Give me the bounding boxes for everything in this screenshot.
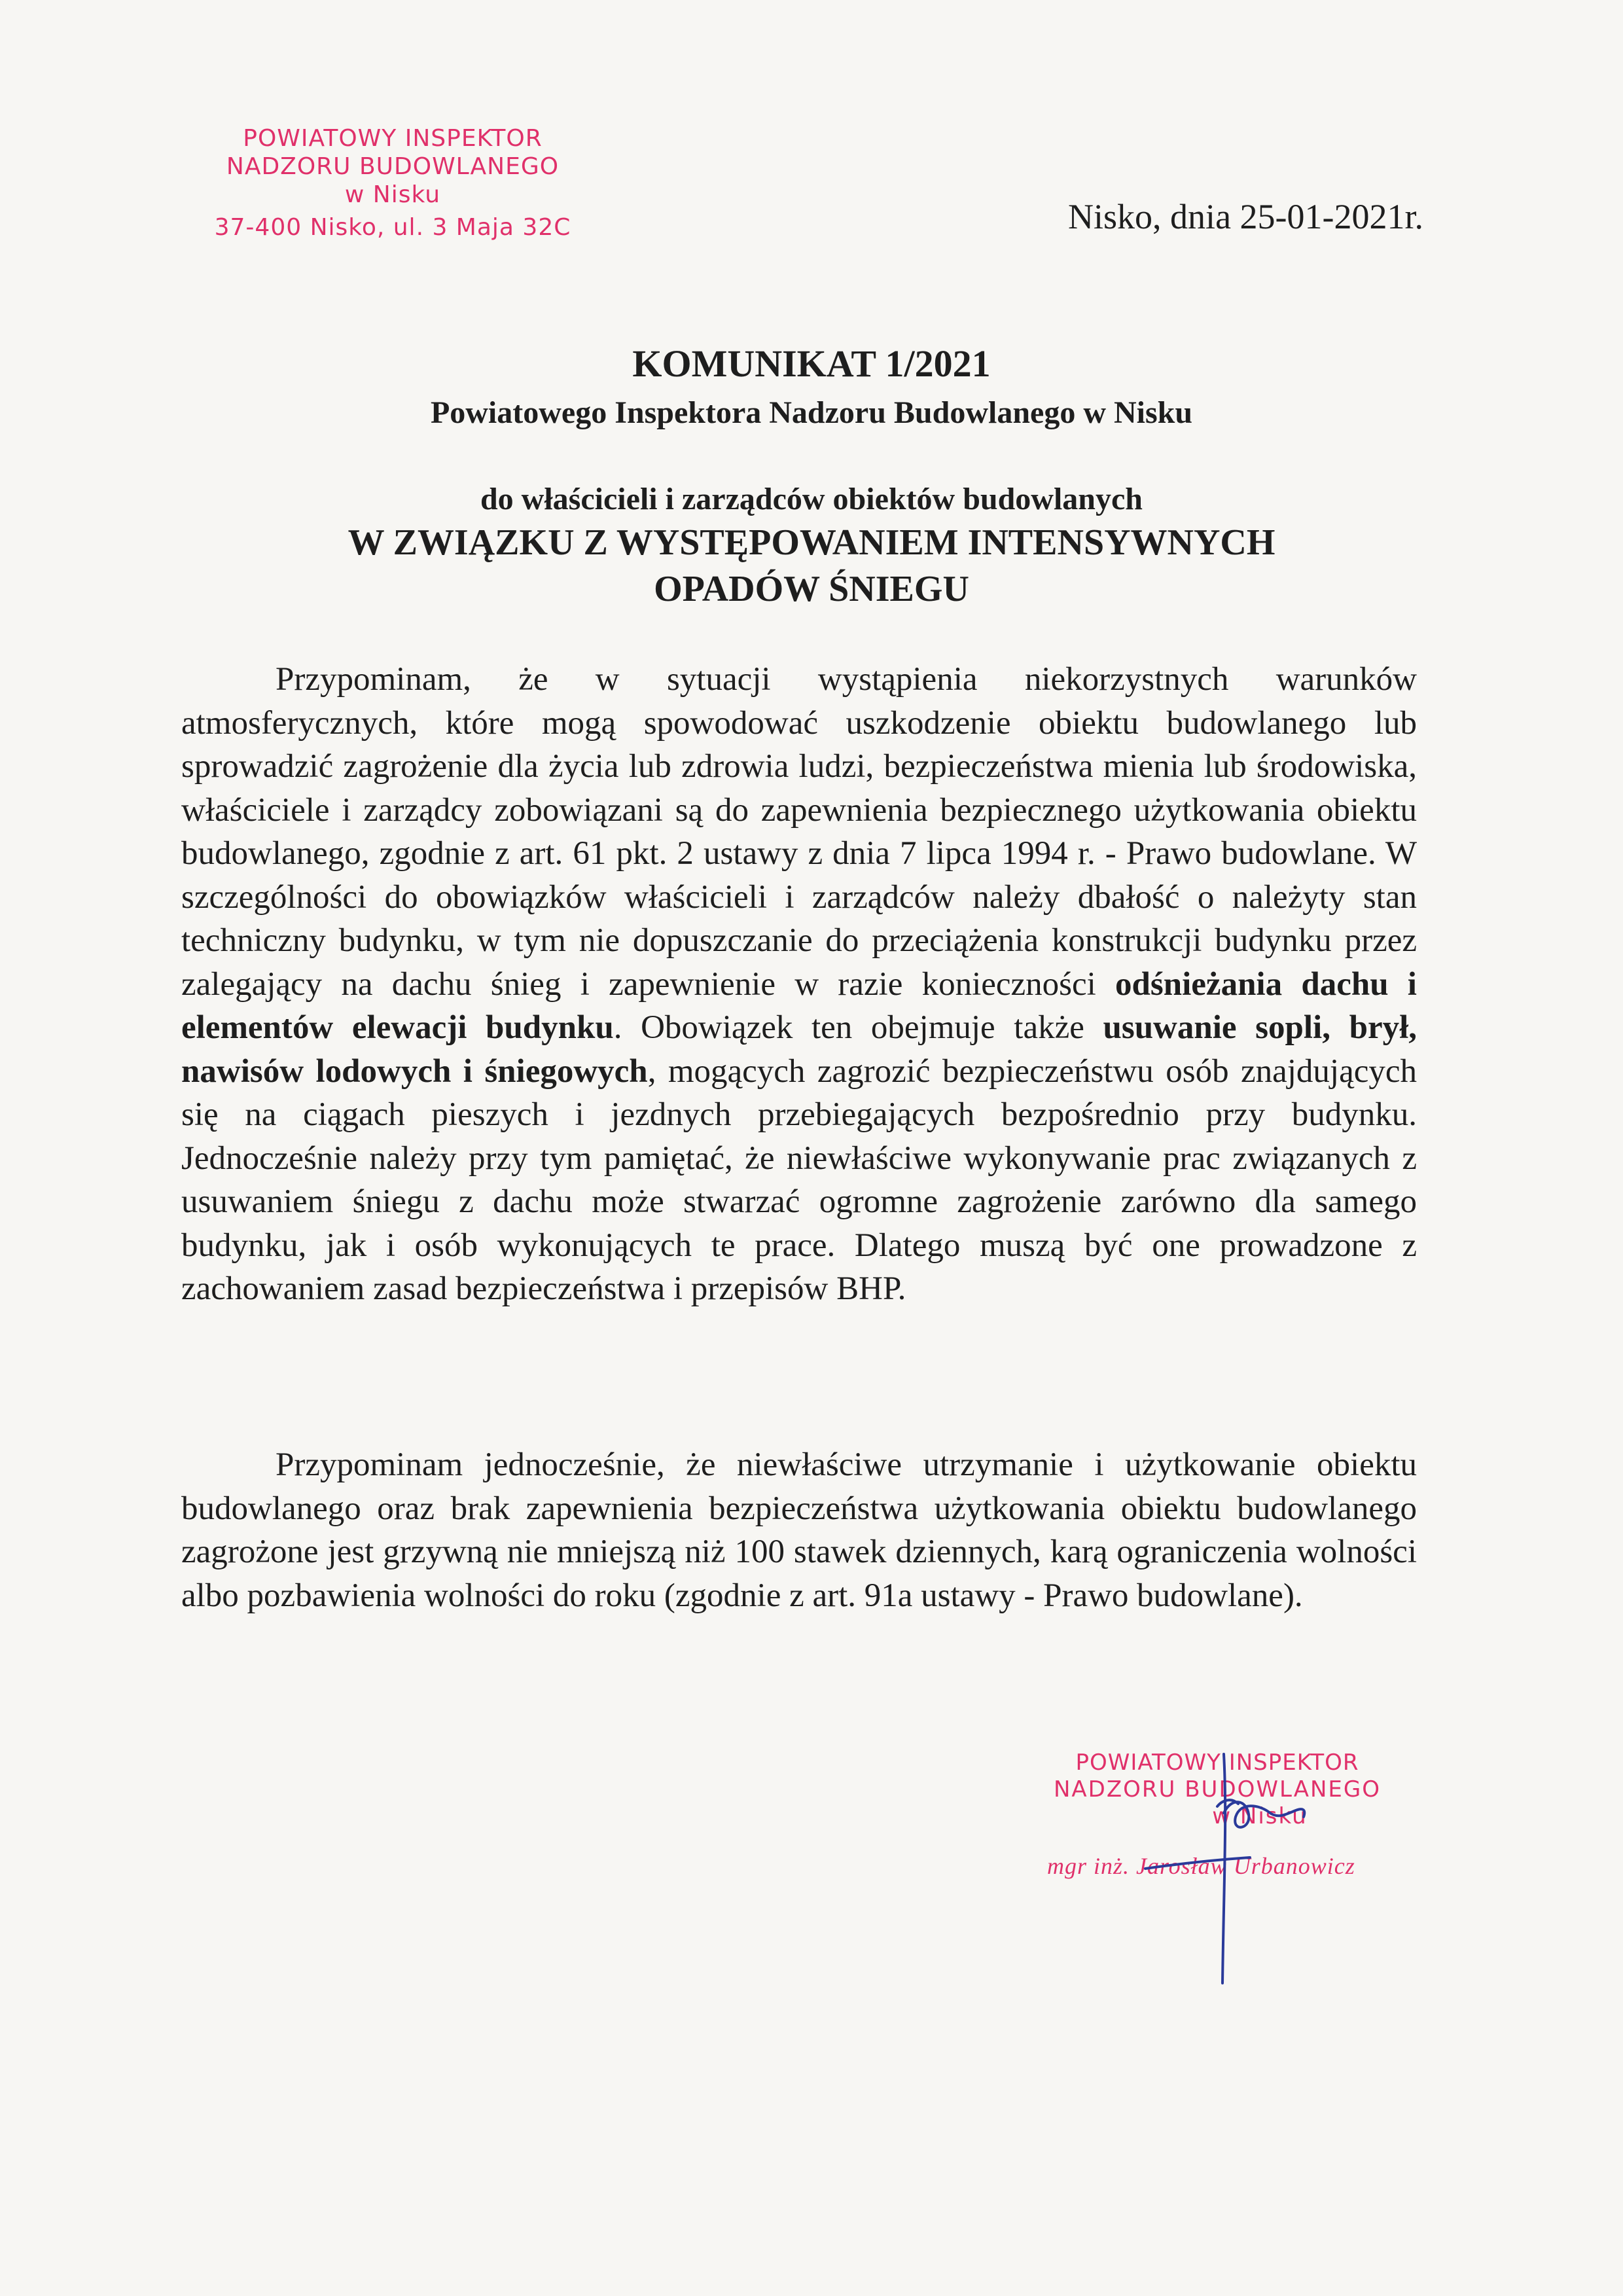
paragraph-1-bold-b: usuwanie sopli, brył, nawisów lodowych i śniegowych: [181, 1009, 1418, 1090]
document-date: Nisko, dnia 25-01-2021r.: [1068, 197, 1423, 236]
document-subtitle: Powiatowego Inspektora Nadzoru Budowlanego w Nisku: [430, 395, 1193, 430]
document-title: KOMUNIKAT 1/2021: [632, 342, 991, 385]
addressee-line: do właścicieli i zarządców obiektów budowlanych: [480, 482, 1143, 516]
paragraph-1-text-a: Przypominam, że w sytuacji wystąpienia niekorzystnych warunków atmosferycznych, które mogą spowodować uszkodzenie obiektu budowlanego lub sprowadzić zagrożenie dla życia lub zdrowia ludzi, bezpieczeństwa mienia lub środowiska, właściciele i zarządcy zobowiązani są do zapewnienia bezpiecznego użytkowania obiektu budowlanego, zgodnie z art. 61 pkt. 2 ustawy z dnia 7 lipca 1994 r. - Prawo budowlane. W szczególności do obowiązków właścicieli i zarządców należy dbałość o należyty stan techniczny budynku, w tym nie dopuszczanie do przeciążenia konstrukcji budynku przez zalegający na dachu śnieg i zapewnienie w razie konieczności: [181, 661, 1417, 1003]
stamp-line-1: POWIATOWY INSPEKTOR: [243, 125, 543, 152]
stamp-line-4: 37-400 Nisko, ul. 3 Maja 32C: [214, 213, 571, 241]
headline-line-2: OPADÓW ŚNIEGU: [654, 569, 969, 609]
footer-stamp-line-3: w Nisku: [1212, 1803, 1308, 1829]
signatory-name: mgr inż. Jarosław Urbanowicz: [1047, 1853, 1355, 1879]
stamp-line-2: NADZORU BUDOWLANEGO: [226, 153, 560, 181]
headline-line-1: W ZWIĄZKU Z WYSTĘPOWANIEM INTENSYWNYCH: [348, 522, 1275, 563]
footer-stamp-line-2: NADZORU BUDOWLANEGO: [1053, 1776, 1382, 1803]
paragraph-2: Przypominam jednocześnie, że niewłaściwe utrzymanie i użytkowanie obiektu budowlanego oraz brak zapewnienia bezpieczeństwa użytkowania obiektu budowlanego zagrożone jest grzywną nie mniejszą niż 100 stawek dziennych, karą ograniczenia wolności albo pozbawienia wolności do roku (zgodnie z art. 91a ustawy - Prawo budowlane).: [181, 1446, 1417, 1614]
paragraph-1-bold-a: odśnieżania dachu i elementów elewacji budynku: [181, 965, 1417, 1046]
stamp-line-3: w Nisku: [344, 181, 441, 209]
paragraph-1: [181, 658, 1417, 1311]
paragraph-1-text-c: , mogących zagrozić bezpieczeństwu osób znajdujących się na ciągach pieszych i jezdnych przebiegających bezpośrednio przy budynku. Jednocześnie należy przy tym pamiętać, że niewłaściwe wykonywanie prac związanych z usuwaniem śniegu z dachu może stwarzać ogromne zagrożenie zarówno dla samego budynku, jak i osób wykonujących te prace. Dlatego muszą być one prowadzone z zachowaniem zasad bezpieczeństwa i przepisów BHP.: [181, 1052, 1418, 1307]
handwritten-signature: [1060, 1734, 1361, 1996]
footer-stamp-line-1: POWIATOWY INSPEKTOR: [1075, 1749, 1359, 1776]
office-stamp-header: [213, 124, 573, 242]
paragraph-1-text-b: . Obowiązek ten obejmuje także: [613, 1009, 1103, 1046]
